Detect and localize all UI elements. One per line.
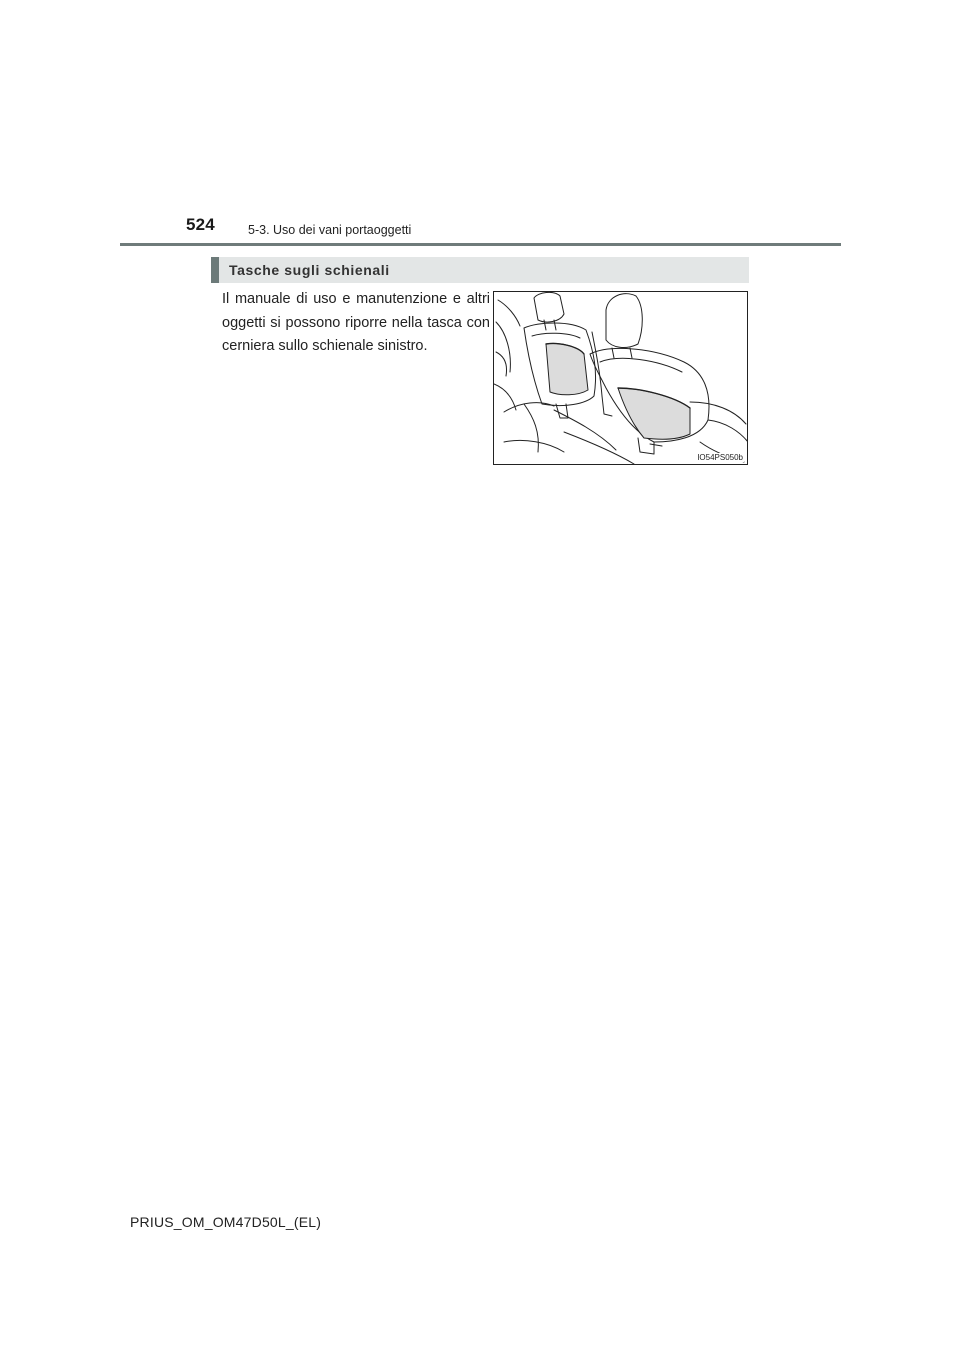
page-number: 524 — [186, 215, 215, 234]
footer-doc-id: PRIUS_OM_OM47D50L_(EL) — [130, 1214, 322, 1230]
subheading-bar — [211, 257, 219, 283]
subheading-title: Tasche sugli schienali — [229, 262, 390, 278]
figure-code: IO54PS050b — [697, 453, 743, 462]
section-title: 5-3. Uso dei vani portaoggetti — [248, 223, 412, 237]
header-rule — [120, 243, 841, 246]
seatback-pocket-illustration — [493, 291, 748, 465]
seat-drawing — [494, 292, 748, 465]
subheading — [211, 257, 749, 283]
body-paragraph: Il manuale di uso e manutenzione e altri oggetti si possono riporre nella tasca con cerniera sullo schienale sinistro. — [222, 291, 490, 354]
